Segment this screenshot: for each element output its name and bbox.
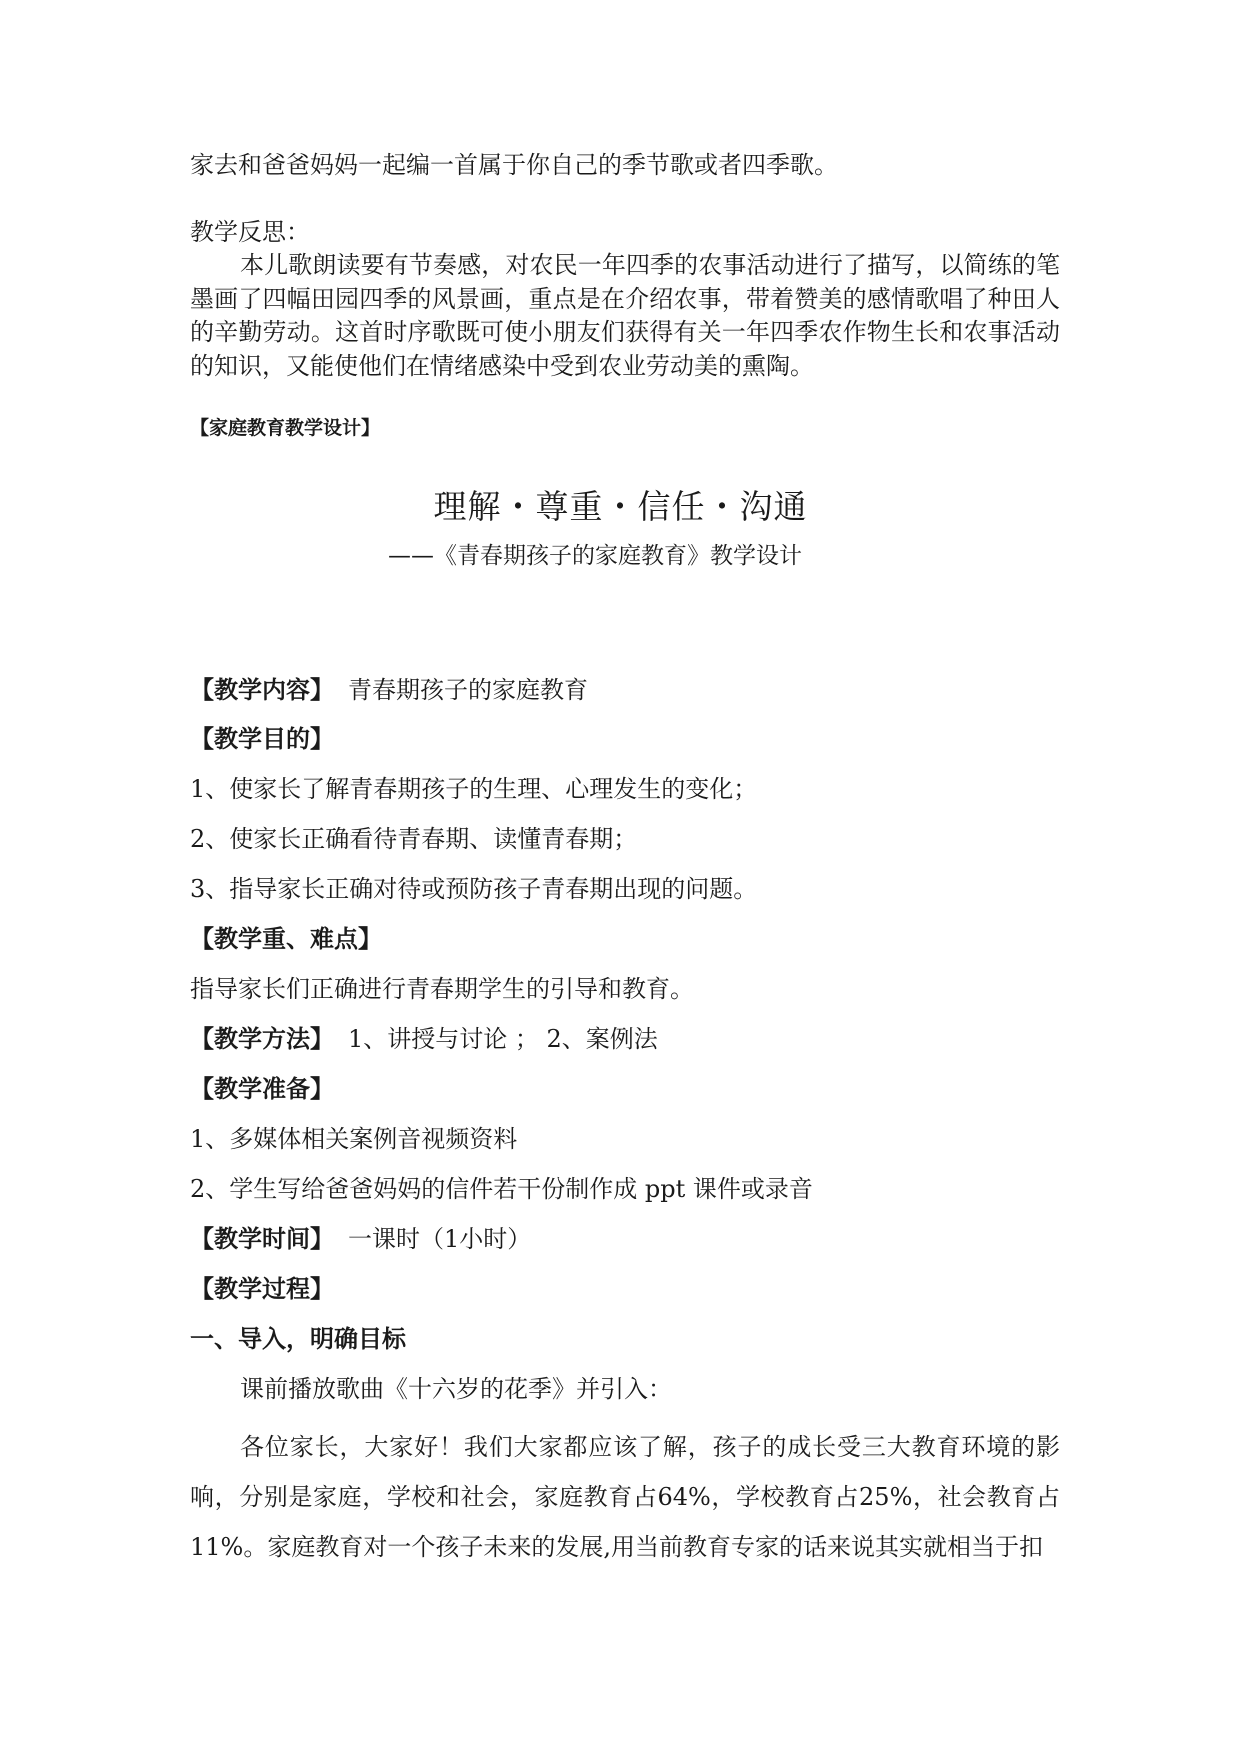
teaching-prep-label: 【教学准备】 — [190, 1075, 334, 1103]
teaching-time-value: 一课时（1小时） — [348, 1225, 532, 1253]
teaching-goal-label: 【教学目的】 — [190, 725, 334, 753]
key-points-value: 指导家长们正确进行青春期学生的引导和教育。 — [190, 975, 694, 1003]
teaching-process-label: 【教学过程】 — [190, 1275, 334, 1303]
step-heading: 一、导入，明确目标 — [190, 1325, 406, 1353]
section-tag: 【家庭教育教学设计】 — [190, 417, 381, 439]
teaching-content-row — [190, 673, 588, 707]
prep-item: 2、学生写给爸爸妈妈的信件若干份制作成 ppt 课件或录音 — [190, 1175, 813, 1203]
reflection-paragraph: 本儿歌朗读要有节奏感，对农民一年四季的农事活动进行了描写，以简练的笔墨画了四幅田园四季的风景画，重点是在介绍农事，带着赞美的感情歌唱了种田人的辛勤劳动。这首时序歌既可使小朋友们获得有关一年四季农作物生长和农事活动的知识，又能使他们在情绪感染中受到农业劳动美的熏陶。 — [190, 251, 1060, 380]
text-line: 家去和爸爸妈妈一起编一首属于你自己的季节歌或者四季歌。 — [190, 151, 838, 179]
step-intro: 课前播放歌曲《十六岁的花季》并引入： — [240, 1375, 672, 1403]
step-body-paragraph: 各位家长，大家好！我们大家都应该了解，孩子的成长受三大教育环境的影响，分别是家庭，学校和社会，家庭教育占64%，学校教育占25%，社会教育占11%。家庭教育对一个孩子未来的发展,用当前教育专家的话来说其实就相当于扣 — [190, 1433, 1060, 1561]
teaching-time-label: 【教学时间】 — [190, 1225, 334, 1253]
document-subtitle: ——《青春期孩子的家庭教育》教学设计 — [388, 543, 802, 569]
document-title: 理解・尊重・信任・沟通 — [433, 487, 808, 526]
teaching-content-value: 青春期孩子的家庭教育 — [348, 676, 588, 704]
goal-item: 3、指导家长正确对待或预防孩子青春期出现的问题。 — [190, 875, 758, 903]
goal-item: 2、使家长正确看待青春期、读懂青春期； — [190, 825, 638, 853]
teaching-time-row — [190, 1222, 531, 1256]
teaching-method-value: 1、讲授与讨论 ； 2、案例法 — [348, 1025, 658, 1053]
teaching-method-row — [190, 1022, 658, 1056]
teaching-method-label: 【教学方法】 — [190, 1025, 334, 1053]
reflection-heading: 教学反思： — [190, 218, 310, 246]
key-points-label: 【教学重、难点】 — [190, 925, 382, 953]
goal-item: 1、使家长了解青春期孩子的生理、心理发生的变化； — [190, 775, 758, 803]
teaching-content-label: 【教学内容】 — [190, 676, 334, 704]
prep-item: 1、多媒体相关案例音视频资料 — [190, 1125, 518, 1153]
